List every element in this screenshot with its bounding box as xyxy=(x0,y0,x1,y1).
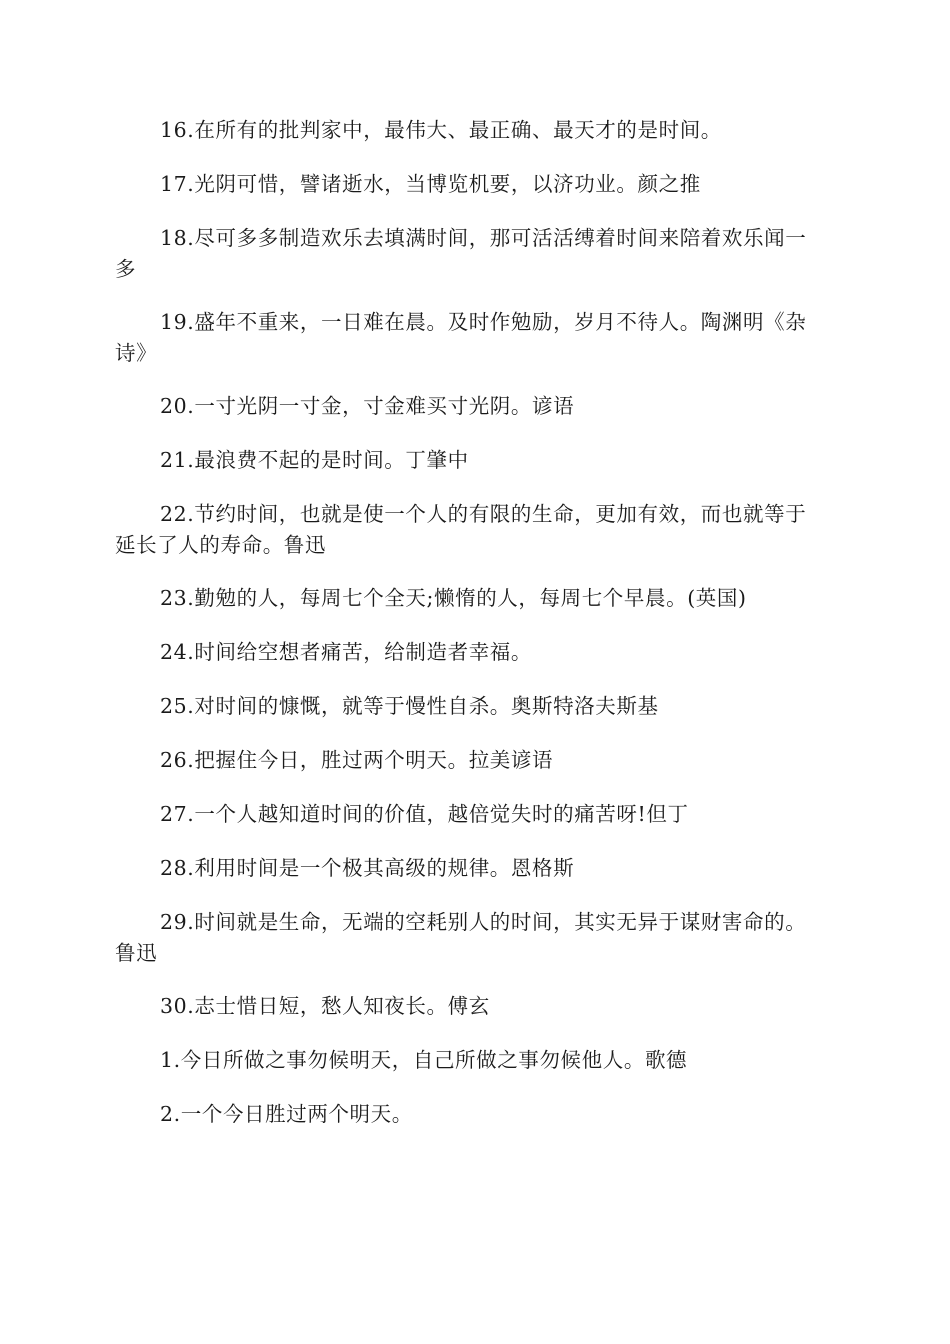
quote-paragraph-22: 22.节约时间，也就是使一个人的有限的生命，更加有效，而也就等于延长了人的寿命。鲁迅 xyxy=(115,502,807,557)
quote-paragraph-19: 19.盛年不重来，一日难在晨。及时作勉励，岁月不待人。陶渊明《杂诗》 xyxy=(115,310,807,365)
quote-paragraph-25: 25.对时间的慷慨，就等于慢性自杀。奥斯特洛夫斯基 xyxy=(160,694,659,718)
quote-paragraph-24: 24.时间给空想者痛苦，给制造者幸福。 xyxy=(160,640,533,664)
quote-paragraph-1: 1.今日所做之事勿候明天，自己所做之事勿候他人。歌德 xyxy=(160,1048,688,1072)
quote-paragraph-17: 17.光阴可惜，譬诸逝水，当博览机要，以济功业。颜之推 xyxy=(160,172,701,196)
quote-paragraph-16: 16.在所有的批判家中，最伟大、最正确、最天才的是时间。 xyxy=(160,118,722,142)
quote-paragraph-29: 29.时间就是生命，无端的空耗别人的时间，其实无异于谋财害命的。鲁迅 xyxy=(115,910,807,965)
quote-paragraph-23: 23.勤勉的人，每周七个全天;懒惰的人，每周七个早晨。(英国) xyxy=(160,586,747,610)
quote-paragraph-18: 18.尽可多多制造欢乐去填满时间，那可活活缚着时间来陪着欢乐闻一多 xyxy=(115,226,807,281)
quote-paragraph-27: 27.一个人越知道时间的价值，越倍觉失时的痛苦呀!但丁 xyxy=(160,802,689,826)
quote-paragraph-30: 30.志士惜日短，愁人知夜长。傅玄 xyxy=(160,994,490,1018)
quote-paragraph-20: 20.一寸光阴一寸金，寸金难买寸光阴。谚语 xyxy=(160,394,575,418)
quote-paragraph-21: 21.最浪费不起的是时间。丁肇中 xyxy=(160,448,469,472)
quote-paragraph-28: 28.利用时间是一个极其高级的规律。恩格斯 xyxy=(160,856,575,880)
document-body xyxy=(115,115,827,1153)
quote-paragraph-2: 2.一个今日胜过两个明天。 xyxy=(160,1102,413,1126)
quote-paragraph-26: 26.把握住今日，胜过两个明天。拉美谚语 xyxy=(160,748,554,772)
